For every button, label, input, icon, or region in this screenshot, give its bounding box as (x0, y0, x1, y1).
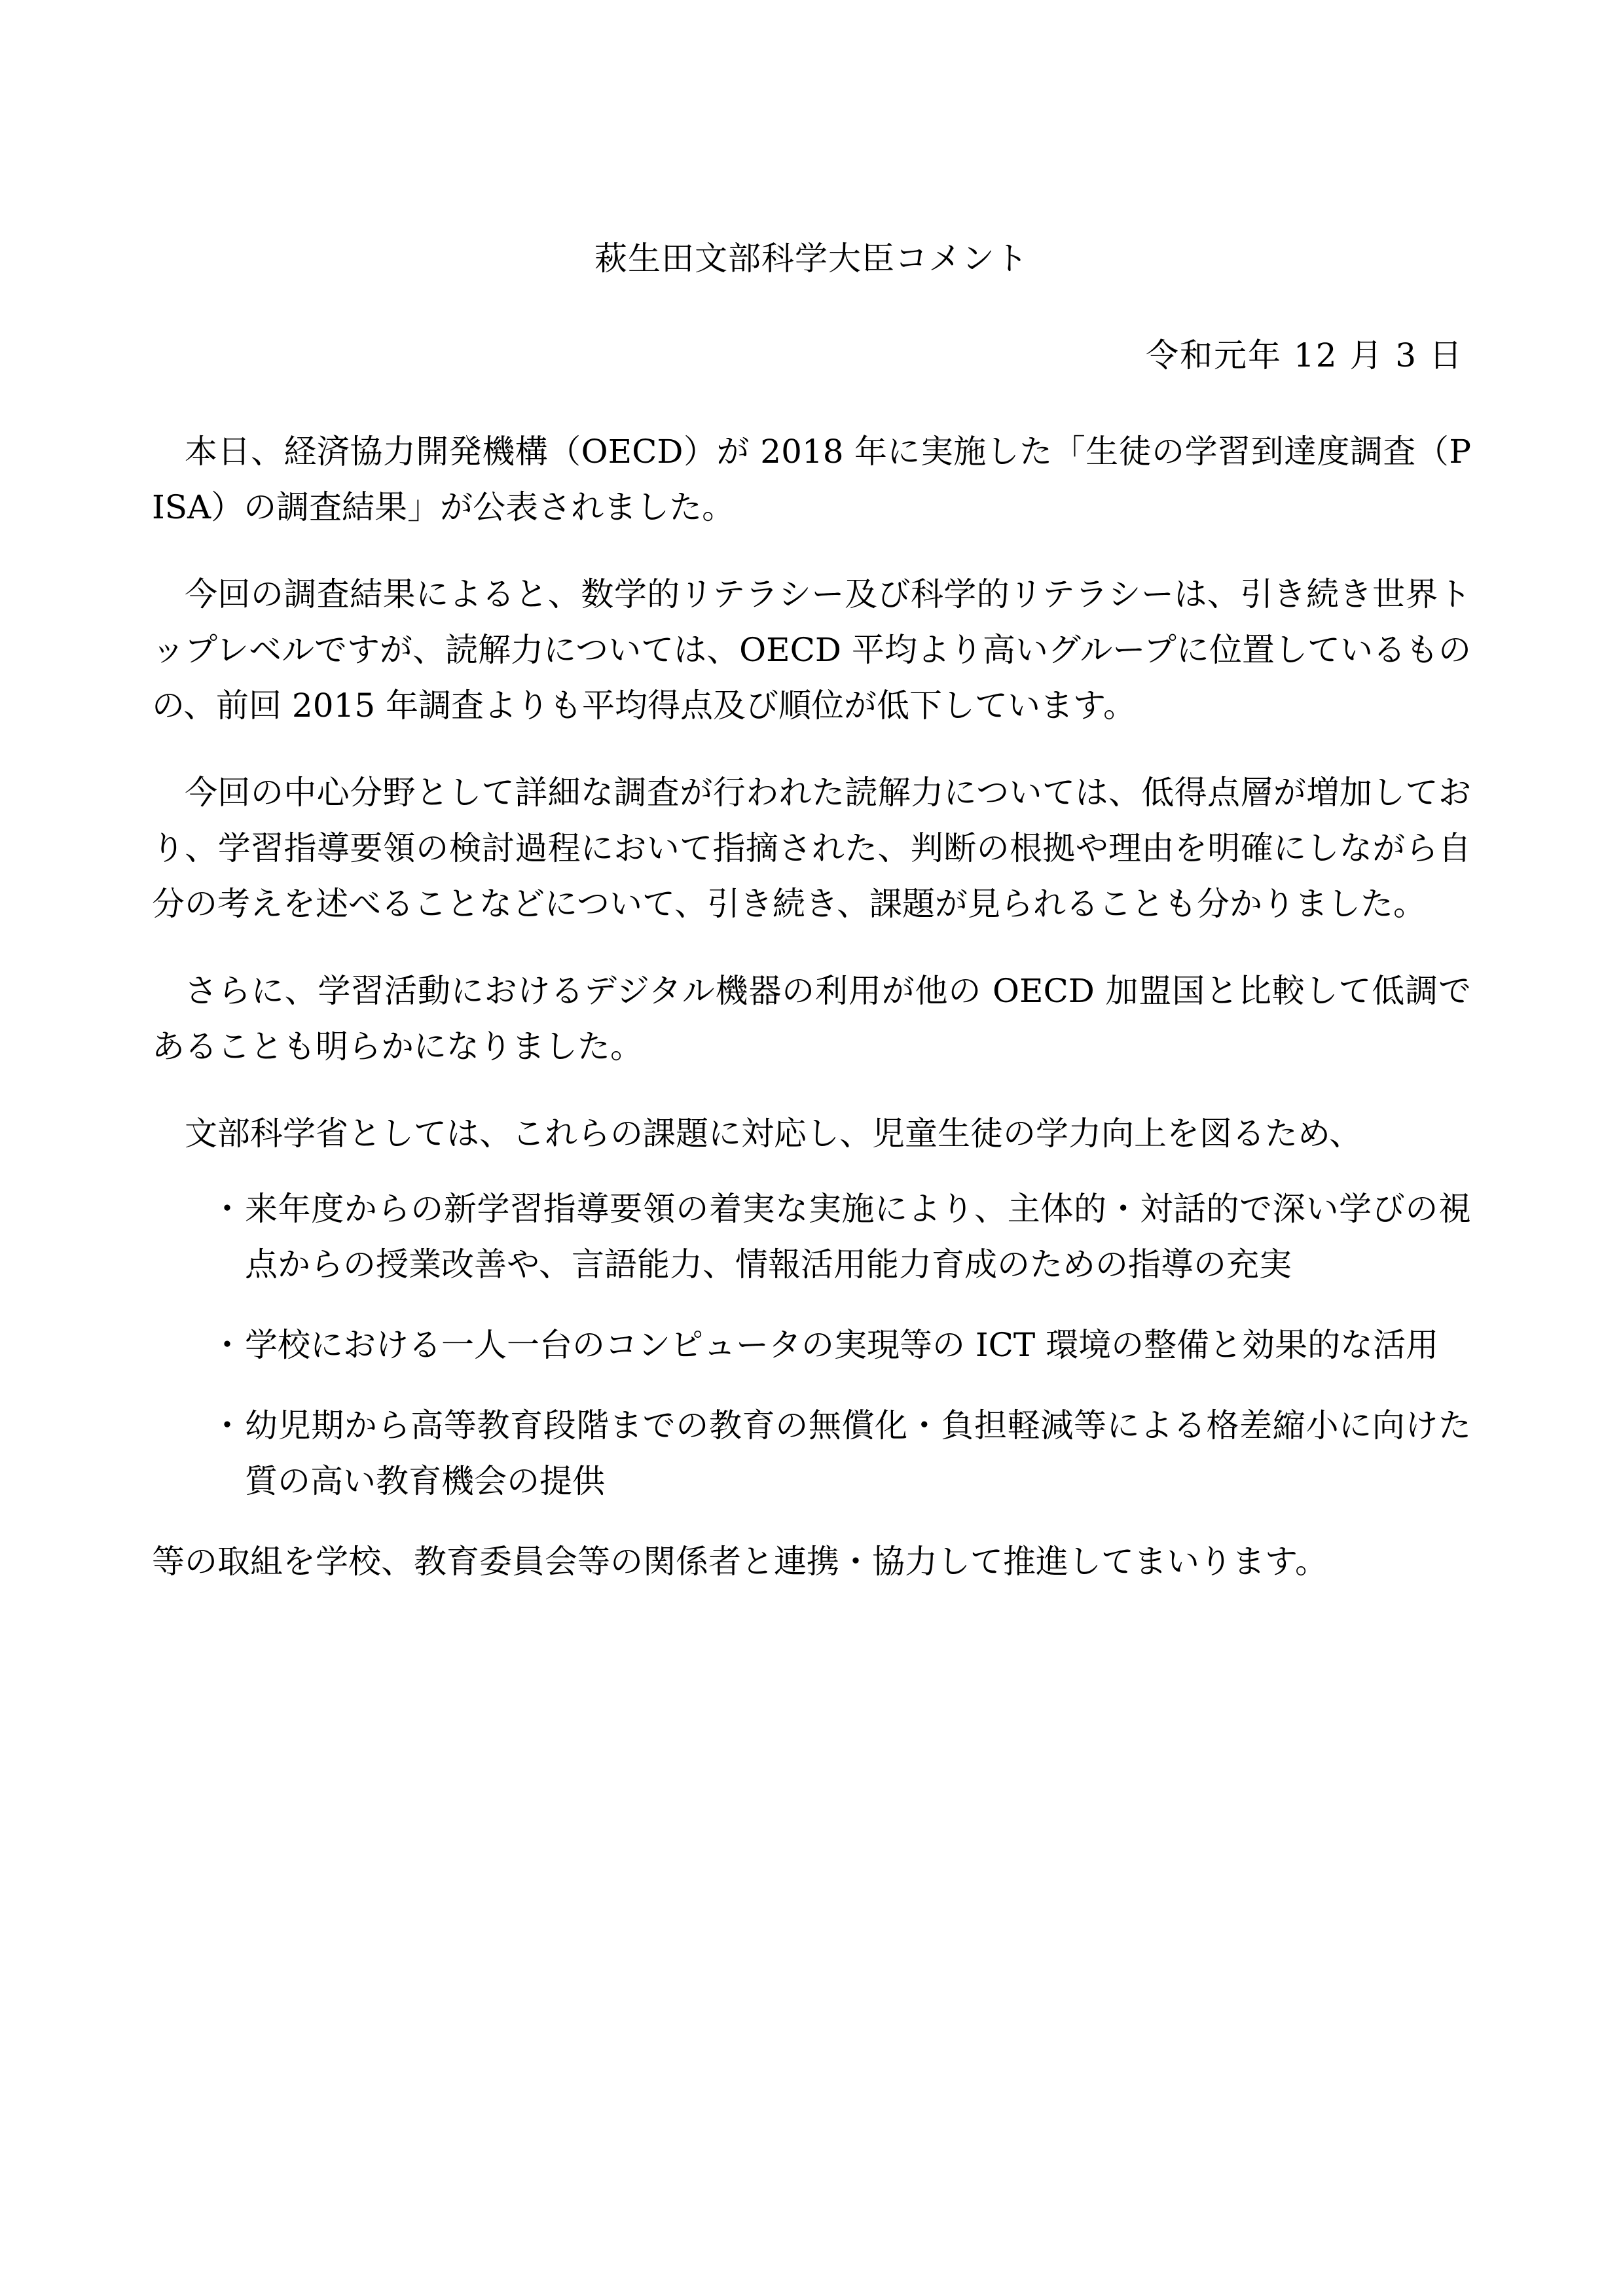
list-item (152, 1181, 1471, 1293)
list-item-text: 学校における一人一台のコンピュータの実現等の ICT 環境の整備と効果的な活用 (245, 1326, 1439, 1364)
list-item-text: 幼児期から高等教育段階までの教育の無償化・負担軽減等による格差縮小に向けた質の高い教育機会の提供 (245, 1407, 1471, 1500)
list-item (152, 1398, 1471, 1509)
document-body (152, 424, 1471, 1590)
paragraph-reading-literacy: 今回の中心分野として詳細な調査が行われた読解力については、低得点層が増加しており、学習指導要領の検討過程において指摘された、判断の根拠や理由を明確にしながら自分の考えを述べることなどについて、引き続き、課題が見られることも分かりました。 (152, 774, 1471, 923)
paragraph-ministry-intro: 文部科学省としては、これらの課題に対応し、児童生徒の学力向上を図るため、 (185, 1115, 1362, 1153)
initiative-list (152, 1181, 1471, 1509)
document-date: 令和元年 12 月 3 日 (1145, 336, 1463, 374)
list-item (152, 1318, 1471, 1373)
bullet-mark: ・ (211, 1326, 244, 1364)
bullet-mark: ・ (211, 1407, 244, 1444)
list-item-text: 来年度からの新学習指導要領の着実な実施により、主体的・対話的で深い学びの視点からの授業改善や、言語能力、情報活用能力育成のための指導の充実 (245, 1190, 1471, 1283)
paragraph-results: 今回の調査結果によると、数学的リテラシー及び科学的リテラシーは、引き続き世界トップレベルですが、読解力については、OECD 平均より高いグループに位置しているものの、前回 2015 年調査よりも平均得点及び順位が低下しています。 (152, 575, 1471, 725)
paragraph-announcement: 本日、経済協力開発機構（OECD）が 2018 年に実施した「生徒の学習到達度調査（PISA）の調査結果」が公表されました。 (152, 433, 1471, 526)
closing-paragraph: 等の取組を学校、教育委員会等の関係者と連携・協力して推進してまいります。 (152, 1543, 1328, 1581)
bullet-mark: ・ (211, 1190, 244, 1228)
paragraph-digital-devices: さらに、学習活動におけるデジタル機器の利用が他の OECD 加盟国と比較して低調であることも明らかになりました。 (152, 972, 1471, 1066)
document-title: 萩生田文部科学大臣コメント (594, 240, 1029, 278)
